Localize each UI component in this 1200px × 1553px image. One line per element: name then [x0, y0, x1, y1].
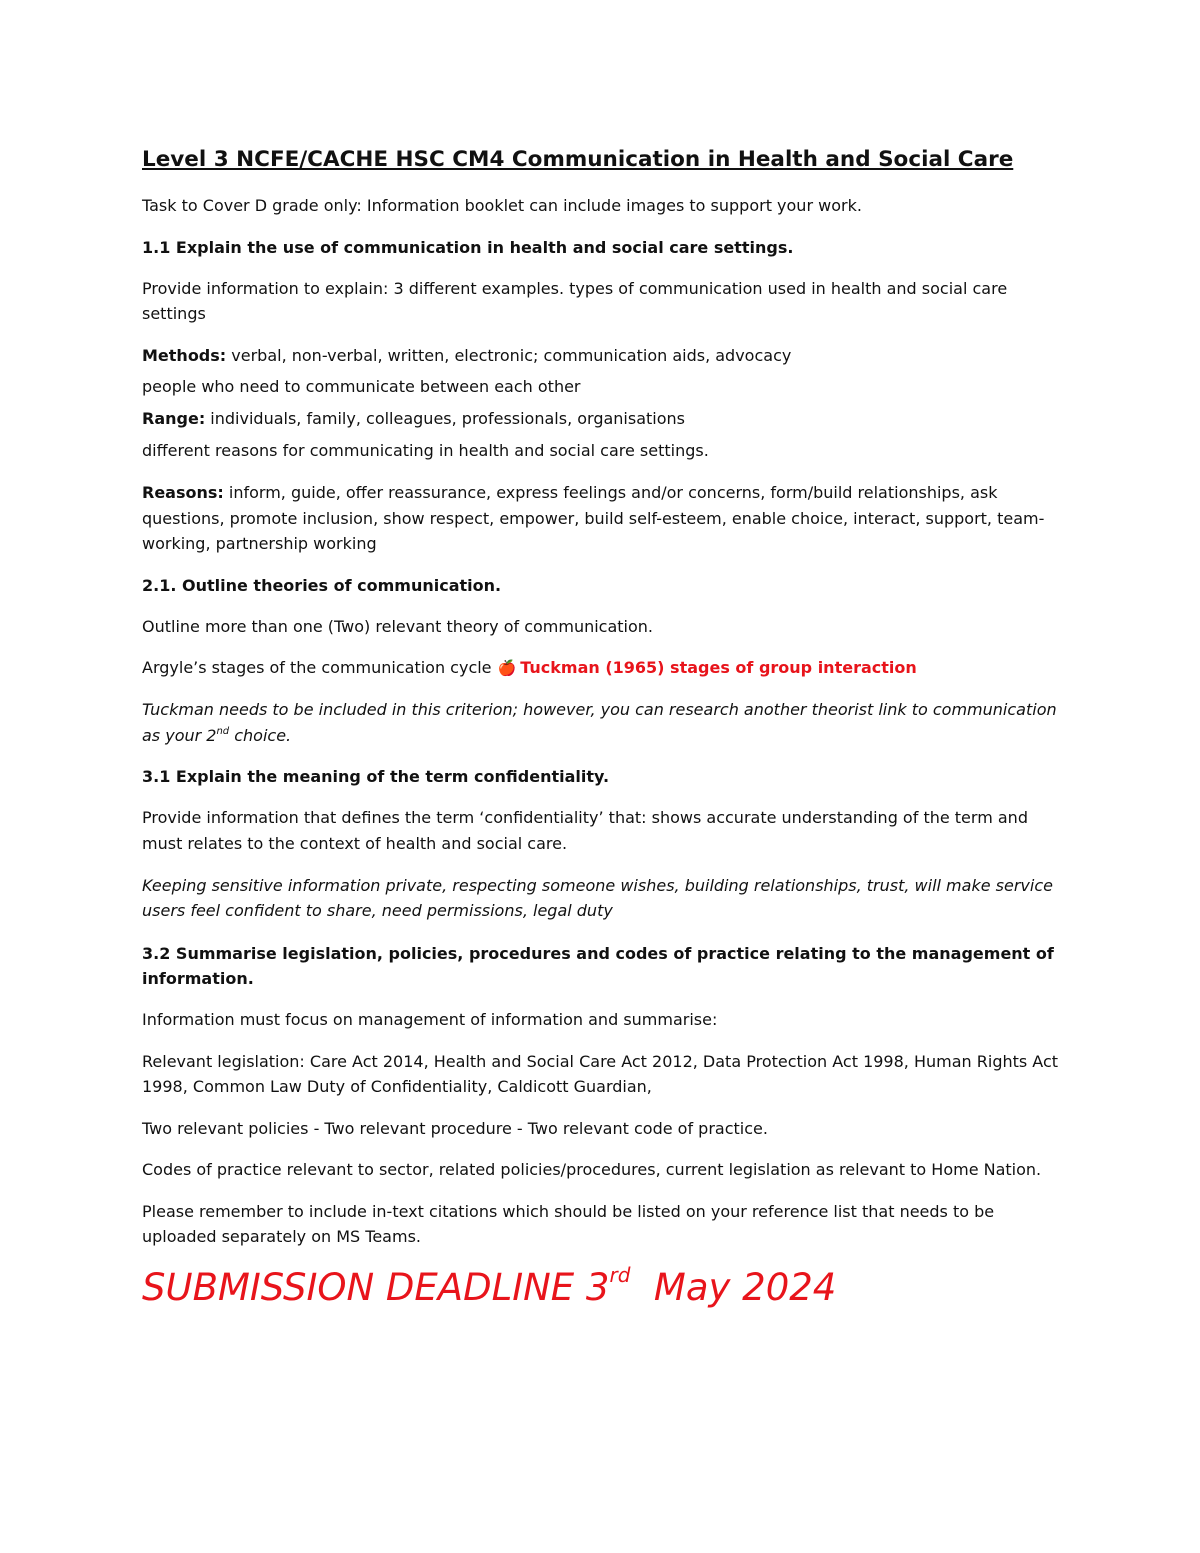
note-2-superscript: nd	[216, 726, 230, 737]
s11-provide-line-2: settings	[142, 304, 206, 323]
methods-line	[142, 344, 791, 368]
s32-remember-1: Please remember to include in-text citations which should be listed on your reference list that needs to be	[142, 1202, 995, 1221]
range-text: individuals, family, colleagues, professionals, organisations	[205, 409, 685, 428]
deadline-text-b: May 2024	[630, 1266, 837, 1309]
range-line	[142, 407, 685, 431]
argyle-line	[142, 656, 917, 680]
tuckman-note-1: Tuckman needs to be included in this criterion; however, you can research another theorist link to communication	[142, 700, 1057, 719]
range-label: Range:	[142, 409, 206, 428]
reasons-text-1: inform, guide, offer reassurance, express feelings and/or concerns, form/build relationships, ask	[223, 483, 998, 502]
s32-legislation-1: Relevant legislation: Care Act 2014, Health and Social Care Act 2012, Data Protection Act 1998, Human Rights Act	[142, 1052, 1059, 1071]
section-3-2-heading-2: information.	[142, 969, 254, 988]
task-line: Task to Cover D grade only: Information booklet can include images to support your work.	[142, 196, 862, 215]
s32-legislation-2: 1998, Common Law Duty of Confidentiality, Caldicott Guardian,	[142, 1077, 652, 1096]
section-3-2-heading-1: 3.2 Summarise legislation, policies, procedures and codes of practice relating to the management of	[142, 944, 1054, 963]
s32-two-relevant: Two relevant policies - Two relevant procedure - Two relevant code of practice.	[142, 1119, 768, 1138]
s32-codes: Codes of practice relevant to sector, related policies/procedures, current legislation as relevant to Home Nation.	[142, 1160, 1042, 1179]
methods-text: verbal, non-verbal, written, electronic; communication aids, advocacy	[226, 346, 792, 365]
reasons-line-3: working, partnership working	[142, 534, 377, 553]
s11-provide-line-1: Provide information to explain: 3 different examples. types of communication used in health and social care	[142, 279, 1008, 298]
apple-icon: 🍎	[497, 659, 517, 677]
reasons-intro: different reasons for communicating in health and social care settings.	[142, 441, 709, 460]
deadline-superscript: rd	[609, 1263, 631, 1287]
s21-outline: Outline more than one (Two) relevant theory of communication.	[142, 617, 654, 636]
reasons-line-1	[142, 481, 998, 505]
document-title: Level 3 NCFE/CACHE HSC CM4 Communication in Health and Social Care	[142, 147, 1014, 172]
reasons-label: Reasons:	[142, 483, 224, 502]
tuckman-note-2	[142, 724, 291, 748]
s32-focus: Information must focus on management of information and summarise:	[142, 1010, 718, 1029]
deadline-text-a: SUBMISSION DEADLINE 3	[142, 1266, 610, 1309]
section-3-1-heading: 3.1 Explain the meaning of the term confidentiality.	[142, 767, 610, 786]
submission-deadline	[142, 1263, 837, 1310]
tuckman-text: Tuckman (1965) stages of group interaction	[520, 658, 917, 677]
methods-label: Methods:	[142, 346, 227, 365]
s31-keeping-2: users feel confident to share, need permissions, legal duty	[142, 901, 613, 920]
note-2-text-a: as your 2	[142, 726, 217, 745]
s31-provide-1: Provide information that defines the term ‘confidentiality’ that: shows accurate understanding of the term and	[142, 808, 1028, 827]
s32-remember-2: uploaded separately on MS Teams.	[142, 1227, 421, 1246]
reasons-line-2: questions, promote inclusion, show respect, empower, build self-esteem, enable choice, interact, support, team-	[142, 509, 1045, 528]
note-2-text-b: choice.	[229, 726, 292, 745]
argyle-text: Argyle’s stages of the communication cycle	[142, 658, 492, 677]
people-line: people who need to communicate between each other	[142, 377, 581, 396]
s31-keeping-1: Keeping sensitive information private, respecting someone wishes, building relationships, trust, will make service	[142, 876, 1053, 895]
s31-provide-2: must relates to the context of health and social care.	[142, 834, 568, 853]
section-1-1-heading: 1.1 Explain the use of communication in health and social care settings.	[142, 238, 794, 257]
section-2-1-heading: 2.1. Outline theories of communication.	[142, 576, 502, 595]
